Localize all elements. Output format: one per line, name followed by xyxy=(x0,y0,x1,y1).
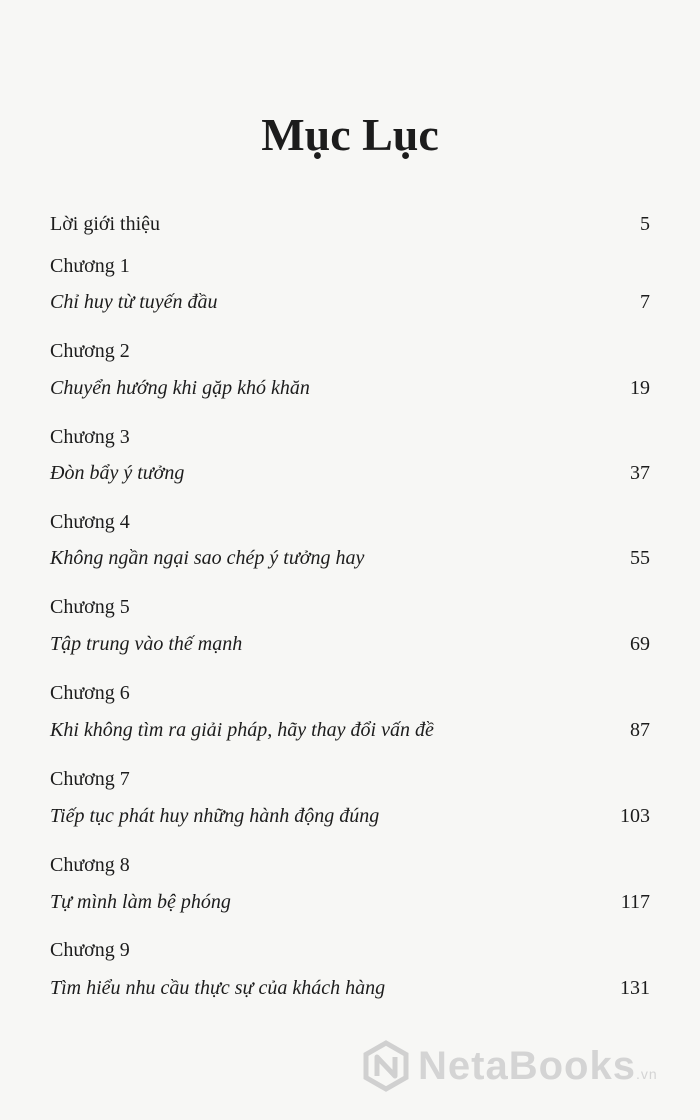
chapter-title: Tự mình làm bệ phóng xyxy=(50,891,231,913)
chapter-title: Không ngần ngại sao chép ý tưởng hay xyxy=(50,547,365,569)
toc-entry-chapter-6 xyxy=(50,718,650,742)
chapter-title: Khi không tìm ra giải pháp, hãy thay đổi vấn đề xyxy=(50,719,434,741)
toc-entry-chapter-5 xyxy=(50,632,650,656)
page-number: 87 xyxy=(630,719,650,741)
page-number: 131 xyxy=(620,977,650,999)
toc-entry-chapter-4 xyxy=(50,546,650,570)
chapter-label: Chương 9 xyxy=(50,939,130,961)
chapter-title: Chuyển hướng khi gặp khó khăn xyxy=(50,377,310,399)
chapter-label: Chương 4 xyxy=(50,511,130,533)
watermark-suffix: .vn xyxy=(635,1065,658,1082)
chapter-title: Tiếp tục phát huy những hành động đúng xyxy=(50,805,380,827)
page-number: 37 xyxy=(630,462,650,484)
toc-entry-chapter-7 xyxy=(50,804,650,828)
toc-entry-intro xyxy=(50,212,650,236)
toc-entry-chapter-1 xyxy=(50,290,650,314)
toc-entry-chapter-9 xyxy=(50,976,650,1000)
netabooks-logo-icon xyxy=(360,1040,412,1092)
page-number: 5 xyxy=(640,213,650,235)
page-number: 117 xyxy=(620,891,650,913)
page-title: Mục Lục xyxy=(261,109,439,160)
chapter-label: Chương 3 xyxy=(50,426,130,448)
toc-entry-chapter-2 xyxy=(50,376,650,400)
chapter-label: Chương 2 xyxy=(50,340,130,362)
chapter-title: Tìm hiểu nhu cầu thực sự của khách hàng xyxy=(50,977,386,999)
page-number: 19 xyxy=(630,377,650,399)
toc-entry-chapter-8 xyxy=(50,890,650,914)
chapter-label: Chương 1 xyxy=(50,255,130,277)
chapter-title: Đòn bẩy ý tưởng xyxy=(50,462,185,484)
toc-entry-chapter-3 xyxy=(50,461,650,485)
chapter-title: Tập trung vào thế mạnh xyxy=(50,633,243,655)
watermark-brand: NetaBooks.vn xyxy=(418,1043,658,1088)
chapter-label: Chương 7 xyxy=(50,768,130,790)
page-number: 103 xyxy=(620,805,650,827)
page-number: 69 xyxy=(630,633,650,655)
page-number: 55 xyxy=(630,547,650,569)
page-number: 7 xyxy=(640,291,650,313)
chapter-label: Chương 6 xyxy=(50,682,130,704)
chapter-label: Chương 5 xyxy=(50,596,130,618)
intro-label: Lời giới thiệu xyxy=(50,213,161,235)
watermark xyxy=(360,1040,658,1092)
chapter-title: Chỉ huy từ tuyến đầu xyxy=(50,291,218,313)
chapter-label: Chương 8 xyxy=(50,854,130,876)
